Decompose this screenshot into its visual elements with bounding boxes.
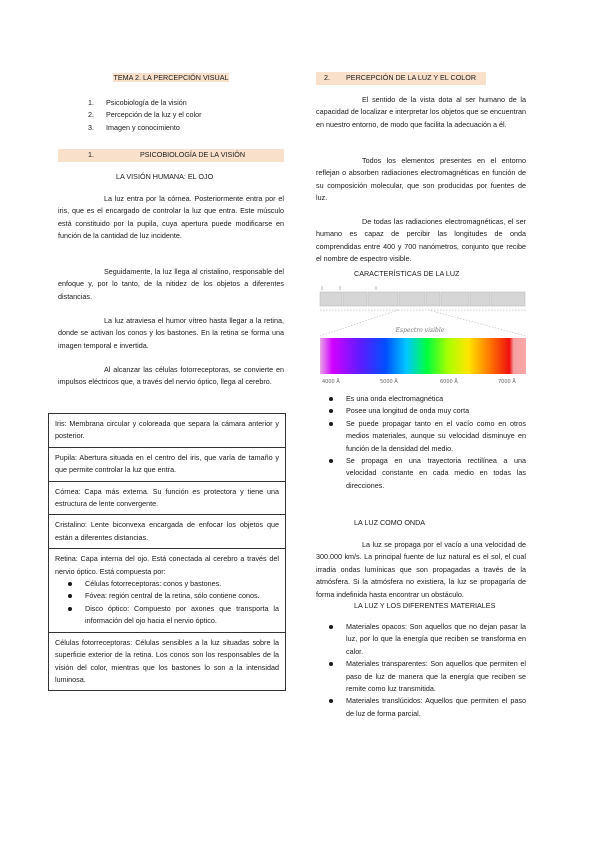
tick-label: 5000 Å (380, 379, 398, 385)
paragraph: De todas las radiaciones electromagnéticas, el ser humano es capaz de percibir las longitudes de onda comprendidas entre 400 y 700 nanómetros, conjunto que recibe el nombre de espectro visible. (316, 217, 526, 264)
zoom-line (320, 310, 398, 336)
section1-number: 1. (88, 150, 94, 159)
sub-luz-onda: LA LUZ COMO ONDA (354, 518, 426, 527)
band-box (441, 292, 469, 306)
sub-caracteristicas: CARACTERÍSTICAS DE LA LUZ (354, 269, 460, 278)
paragraph: Todos los elementos presentes en el entorno reflejan o absorben radiaciones electromagnéticas en función de su composición molecular, que son producidas por fuentes de luz. (316, 156, 526, 203)
box-cornea: Córnea: Capa más externa. Su función es protectora y tiene una estructura de lente convergente. (48, 482, 286, 516)
box-cristalino: Cristalino: Lente biconvexa encargada de enfocar los objetos que están a diferentes distancias. (48, 515, 286, 549)
toc-list (58, 97, 284, 134)
section2-heading (316, 72, 486, 85)
box-retina: Retina: Capa interna del ojo. Está conectada al cerebro a través del nervio óptico. Está compuesta por: Células fotorreceptoras: conos y bastones. Fóvea: región central de la retina, sólo contiene conos. Disco óptico: Compuesto por axones que transporta la información del ojo hacia el nervio óptico. (48, 549, 286, 632)
box-fotorreceptoras: Células fotorreceptoras: Células sensibles a la luz situadas sobre la superficie exterior de la retina. Los conos son los responsables de la visión del color, mientras que los bastones lo son a la intensidad luminosa. (48, 633, 286, 692)
definitions-boxes (48, 413, 286, 691)
paragraph: La luz entra por la córnea. Posteriormente entra por el iris, que es el encargado de controlar la luz que entra. Este músculo está constituido por la pupila, cuya apertura puede modificarse en función de la cantidad de luz incidente. (58, 194, 284, 241)
toc-item: 1. Psicobiología de la visión (88, 98, 187, 107)
band-box (491, 292, 525, 306)
paragraph: El sentido de la vista dota al ser humano de la capacidad de localizar e interpretar los objetos que se encuentran en nuestro entorno, de modo que facilita la adecuación a él. (316, 95, 526, 129)
band-box (320, 292, 342, 306)
sub-materiales: LA LUZ Y LOS DIFERENTES MATERIALES (354, 601, 496, 610)
list-item: Materiales translúcidos: Aquellos que permiten el paso de luz de forma parcial. (316, 695, 526, 720)
toc-item: 3. Imagen y conocimiento (88, 122, 180, 132)
list-item: Se puede propagar tanto en el vacío como en otros medios materiales, aunque su velocidad disminuye en función de la densidad del medio. (316, 418, 526, 455)
section1-heading (58, 149, 284, 162)
paragraph: Seguidamente, la luz llega al cristalino, responsable del enfoque y, por lo tanto, de la nitidez de los objetos a diferentes distancias. (58, 267, 284, 301)
paragraph: Al alcanzar las células fotorreceptoras, se convierte en impulsos eléctricos que, a través del nervio óptico, llega al cerebro. (58, 365, 284, 387)
sub-vision-humana: LA VISIÓN HUMANA: EL OJO (116, 172, 214, 181)
band-box (470, 292, 490, 306)
section2-title: PERCEPCIÓN DE LA LUZ Y EL COLOR (346, 73, 477, 82)
band-box (426, 292, 440, 306)
band-box (368, 292, 398, 306)
tick-label: 6000 Å (440, 379, 458, 385)
doc-title: TEMA 2. LA PERCEPCIÓN VISUAL (113, 73, 229, 82)
toc-item: 2. Percepción de la luz y el color (88, 110, 202, 120)
list-item: Disco óptico: Compuesto por axones que transporta la información del ojo hacia el nervio óptico. (55, 603, 279, 628)
spectrum-svg (316, 284, 530, 388)
box-iris: Iris: Membrana circular y coloreada que separa la cámara anterior y posterior. (48, 413, 286, 448)
list-item: Materiales transparentes: Son aquellos que permiten el paso de luz de manera que la energía que reciben se remite como luz transmitida. (316, 658, 526, 695)
box-pupila: Pupila: Abertura situada en el centro del iris, que varía de tamaño y que permite controlar la luz que entra. (48, 448, 286, 482)
doc-title-wrap (58, 72, 284, 84)
retina-list (55, 578, 279, 628)
paragraph: La luz se propaga por el vacío a una velocidad de 300.000 km/s. La principal fuente de luz natural es el sol, el cual irradia ondas lumínicas que son propagadas a través de la atmósfera. Si la atmósfera no existiera, la luz se propagaría de forma indefinida hasta encontrar un obstáculo. (316, 540, 526, 599)
tick-label: 4000 Å (322, 379, 340, 385)
visible-spectrum-bar (320, 338, 526, 374)
spectrum-figure (316, 284, 530, 388)
section1-title: PSICOBIOLOGÍA DE LA VISIÓN (140, 150, 246, 159)
list-item: Es una onda electromagnética (316, 393, 526, 405)
list-item: Materiales opacos: Son aquellos que no dejan pasar la luz, por lo que la energía que reciben se transforma en calor. (316, 621, 526, 658)
paragraph: La luz atraviesa el humor vítreo hasta llegar a la retina, donde se activan los conos y los bastones. En la retina se forma una imagen temporal e invertida. (58, 316, 284, 350)
list-item: Células fotorreceptoras: conos y bastones. (55, 578, 279, 590)
tick-label: 7000 Å (498, 379, 516, 385)
caracteristicas-list (316, 393, 526, 492)
band-box (343, 292, 367, 306)
list-item: Posee una longitud de onda muy corta (316, 405, 526, 417)
spectrum-label: Espectro visible (395, 327, 445, 334)
band-box (399, 292, 425, 306)
list-item: Se propaga en una trayectoria rectilínea a una velocidad constante en cada medio en todas las direcciones. (316, 455, 526, 492)
materiales-list (316, 621, 526, 720)
section2-number: 2. (324, 73, 330, 82)
list-item: Fóvea: región central de la retina, sólo contiene conos. (55, 590, 279, 602)
